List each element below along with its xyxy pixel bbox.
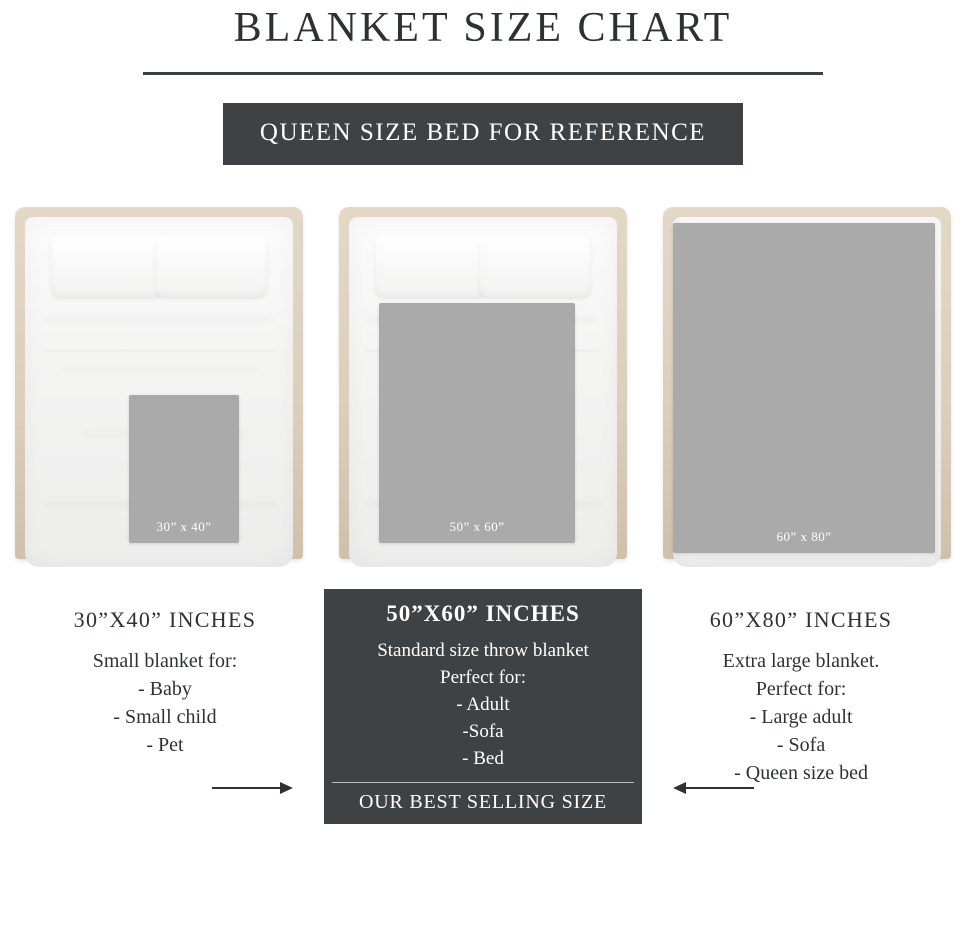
caption-50x60 [324,589,642,824]
caption-line: - Pet [146,734,184,756]
caption-line: - Sofa [776,734,826,756]
caption-line: - Bed [462,748,504,769]
caption-title-60x80: 60”X80” INCHES [709,607,893,632]
page-title: BLANKET SIZE CHART [233,5,733,51]
caption-line: Small blanket for: [92,650,238,672]
size-captions [0,589,966,824]
duvet-fold [47,317,272,322]
bed-illustration-60x80 [659,207,955,567]
caption-line: - Queen size bed [734,762,868,784]
bed-illustrations [0,207,966,567]
caption-line: Perfect for: [755,678,847,700]
arrow-left-pointing-icon [668,781,754,795]
bed-illustration-30x40 [11,207,307,567]
caption-line: Extra large blanket. [722,650,880,672]
best-seller-banner: OUR BEST SELLING SIZE [332,782,634,824]
caption-line: Perfect for: [440,667,526,688]
caption-title-30x40: 30”X40” INCHES [73,607,257,632]
pillow-right [155,235,267,297]
blanket-overlay-50x60 [379,303,575,543]
duvet-fold [65,367,255,371]
bed-illustration-50x60 [335,207,631,567]
blanket-size-label: 30” x 40” [156,519,212,534]
title-divider [143,72,823,75]
blanket-size-label: 50” x 60” [449,519,505,534]
pillow-left [375,235,487,297]
caption-line: - Large adult [749,706,853,728]
caption-line: - Small child [113,706,217,728]
caption-line: -Sofa [462,721,504,742]
arrow-right-pointing-icon [212,781,298,795]
reference-banner: QUEEN SIZE BED FOR REFERENCE [223,103,743,165]
blanket-overlay-60x80 [673,223,935,553]
blanket-overlay-30x40 [129,395,239,543]
caption-line: Standard size throw blanket [377,640,589,661]
pillow-left [51,235,163,297]
pillow-right [479,235,591,297]
caption-line: - Baby [138,678,192,700]
caption-line: - Adult [456,694,510,715]
caption-title-50x60: 50”X60” INCHES [386,601,580,626]
blanket-size-label: 60” x 80” [776,529,832,544]
